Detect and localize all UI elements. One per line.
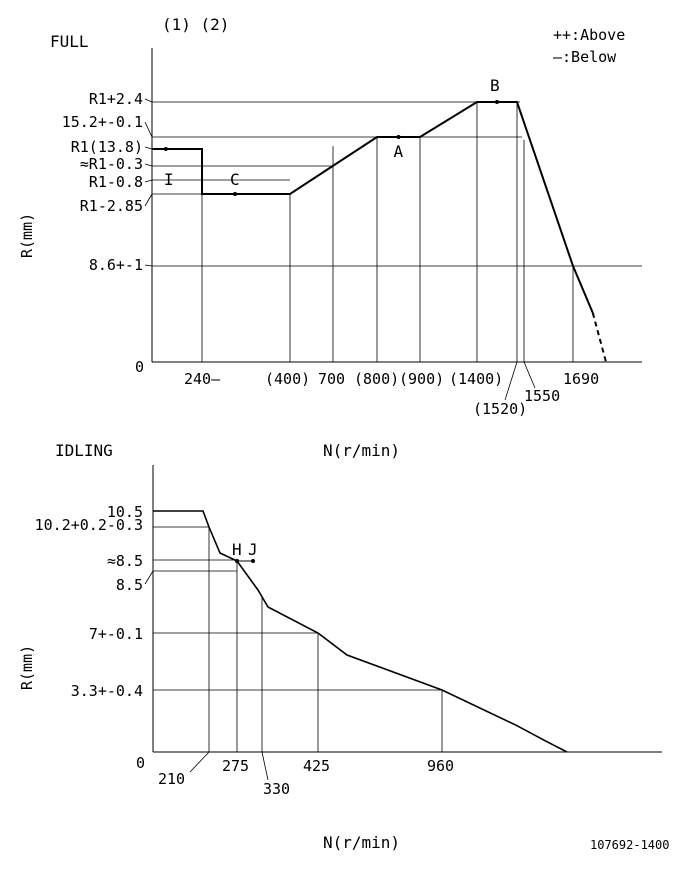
full-leader-8-6-1 [145,265,152,266]
idling-leader-330 [262,752,268,780]
full-ytick-r1-2-85: R1-2.85 [79,197,143,215]
full-origin-label: 0 [135,358,145,376]
legend-above: ++:Above [553,26,626,44]
full-leader-r1-0-3 [145,164,152,166]
full-xtick-900: (900) [399,370,445,388]
idling-xtick-960: 960 [427,757,455,775]
idling-leader-210 [190,752,209,772]
idling-ytick-3-3-0-4: 3.3+-0.4 [70,682,143,700]
idling-ytick-8-5: ≈8.5 [106,552,143,570]
full-point-label-a: A [393,142,404,161]
full-leader-r1-13-8 [145,147,152,149]
idling-point-j [251,559,255,563]
full-ytick-8-6-1: 8.6+-1 [88,256,143,274]
idling-xtick-275: 275 [222,757,250,775]
full-point-label-c: C [230,170,240,189]
full-leader-r1-2-4 [145,99,152,102]
idling-y-axis-label: R(mm) [18,644,36,690]
full-ytick-r1-2-4: R1+2.4 [88,90,143,108]
idling-ytick-8-5: 8.5 [115,576,143,594]
full-leader-1550 [524,362,535,388]
full-ytick-15-2-0-1: 15.2+-0.1 [61,113,143,131]
idling-ytick-10-2-0-2-0-3: 10.2+0.2-0.3 [34,516,143,534]
full-ytick-r1-13-8: R1(13.8) [70,138,143,156]
idling-point-label-j: J [248,540,258,559]
full-xtick-700: 700 [318,370,346,388]
idling-point-label-h: H [232,540,242,559]
full-leader-15-2-0-1 [145,122,152,137]
full-point-label-i: I [163,170,174,189]
full-xtick-1550: 1550 [524,387,561,405]
full-leader-r1-0-8 [145,180,152,182]
idling-x-axis-label: N(r/min) [323,833,401,852]
idling-ytick-7-0-1: 7+-0.1 [88,625,143,643]
idling-xtick-425: 425 [303,757,331,775]
full-point-i [164,147,168,151]
full-subtitle: (1) (2) [162,15,230,34]
full-leader-1520 [505,362,517,400]
idling-title: IDLING [55,441,113,460]
full-x-axis-label: N(r/min) [323,441,401,460]
full-ytick-r1-0-8: R1-0.8 [88,173,143,191]
full-title: FULL [50,32,89,51]
idling-origin-label: 0 [136,754,146,772]
footer-code: 107692-1400 [590,838,670,852]
full-point-b [495,100,499,104]
full-xtick-240: 240— [184,370,221,388]
idling-xtick-330: 330 [263,780,291,798]
full-xtick-1520: (1520) [473,400,528,418]
full-y-axis-label: R(mm) [18,212,36,258]
full-panel [18,15,642,460]
idling-leader-8-5 [145,571,153,584]
idling-curve-line [153,511,567,752]
idling-ytick-10-5: 10.5 [106,503,143,521]
idling-xtick-210: 210 [158,770,186,788]
full-ytick-r1-0-3: ≈R1-0.3 [79,155,143,173]
full-xtick-400: (400) [265,370,311,388]
full-leader-r1-2-85 [145,194,152,206]
full-point-label-b: B [490,76,500,95]
full-xtick-1400: (1400) [449,370,504,388]
full-xtick-800: (800) [354,370,400,388]
full-curve-extrapolation [593,313,606,362]
idling-point-h [235,559,239,563]
full-point-a [397,135,401,139]
idling-panel [18,441,662,852]
full-curve-line [152,102,593,313]
legend-below: —:Below [553,48,617,66]
full-xtick-1690: 1690 [563,370,600,388]
full-point-c [233,192,237,196]
